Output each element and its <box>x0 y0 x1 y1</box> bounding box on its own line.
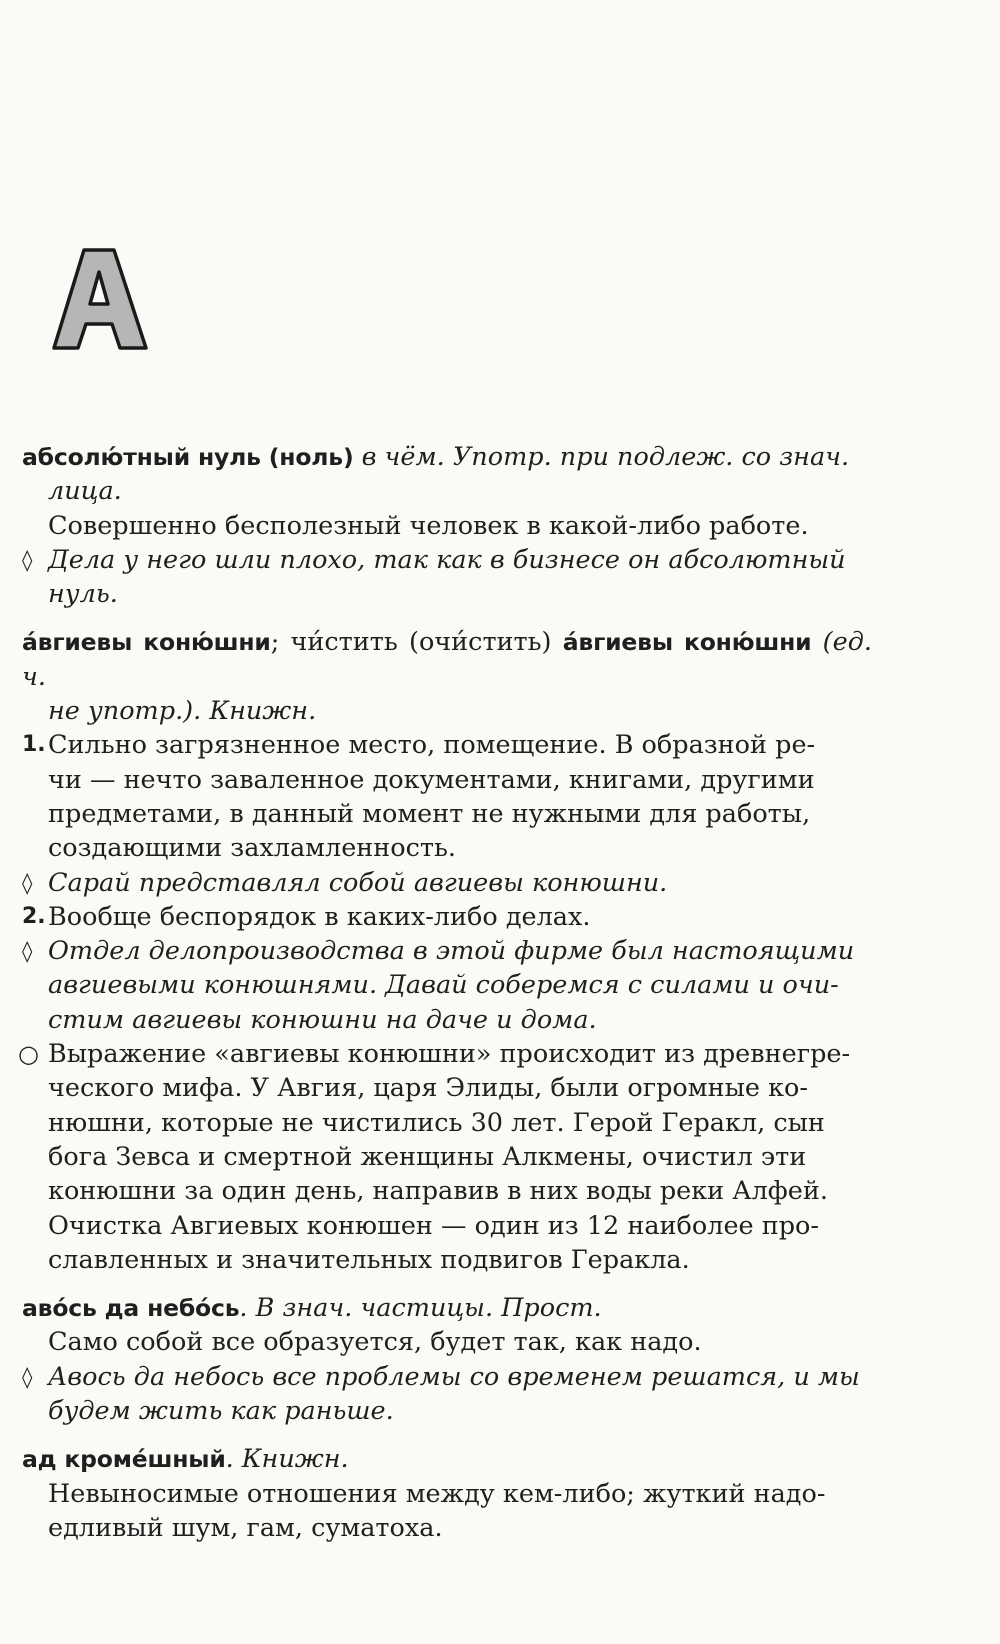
example-text: Авось да небось все проблемы со временем решатся, и мы <box>48 1361 860 1392</box>
example-cont: нуль. <box>48 579 118 610</box>
definition-cont: едливый шум, гам, суматоха. <box>48 1512 443 1543</box>
entry-headline <box>22 1291 872 1325</box>
headword: абсолю́тный нуль (ноль) <box>22 443 354 471</box>
note-cont: славленных и значительных подвигов Геракла. <box>48 1244 690 1275</box>
grammar-note-cont: лица. <box>48 476 122 507</box>
example-text: Дела у него шли плохо, так как в бизнесе он абсолютный <box>48 544 846 575</box>
definition: Вообще беспорядок в каких-либо делах. <box>48 901 591 932</box>
definition: Сильно загрязненное место, помещение. В образной ре- <box>48 730 816 761</box>
example-marker-icon: ◊ <box>22 1364 33 1389</box>
example <box>22 543 872 577</box>
grammar-note: . Книжн. <box>225 1444 349 1475</box>
example <box>22 934 872 968</box>
example-text: Сарай представлял собой авгиевы конюшни. <box>48 867 668 898</box>
grammar-note: в чём. Употр. при подлеж. со знач. <box>361 442 850 472</box>
example <box>22 1360 872 1394</box>
definition-cont: предметами, в данный момент не нужными для работы, <box>48 798 811 829</box>
headword: а́вгиевы коню́шни <box>22 628 271 657</box>
definition-cont: создающими захламленность. <box>48 833 457 864</box>
example-text: Отдел делопроизводства в этой фирме был настоящими <box>48 936 855 967</box>
example-marker-icon: ◊ <box>22 547 33 572</box>
definition-cont: чи — нечто заваленное документами, книгами, другими <box>48 764 815 795</box>
note-cont: ческого мифа. У Авгия, царя Элиды, были огромные ко- <box>48 1073 808 1104</box>
grammar-note: . В знач. частицы. Прост. <box>239 1293 602 1324</box>
sense-2 <box>22 900 872 934</box>
entry-augean-stables <box>18 625 872 1277</box>
grammar-note-cont: не употр.). Книжн. <box>48 696 317 727</box>
separator: ; <box>270 627 280 658</box>
headword-verb: чи́стить (очи́стить) <box>290 627 552 658</box>
headword: аво́сь да небо́сь <box>22 1294 240 1323</box>
sense-1 <box>22 728 872 762</box>
note-text: Выражение «авгиевы конюшни» происходит из древнегре- <box>48 1039 851 1070</box>
entry-list <box>18 440 872 1559</box>
sense-number: 2. <box>22 903 46 929</box>
entry-headline <box>22 625 872 694</box>
grammar-note: (ед. ч. <box>22 627 872 692</box>
headword-variant: а́вгиевы коню́шни <box>562 628 812 657</box>
note-cont: Очистка Авгиевых конюшен — один из 12 наиболее про- <box>48 1210 820 1241</box>
example-cont: стим авгиевы конюшни на даче и дома. <box>48 1004 597 1035</box>
etymology-note <box>18 1037 872 1071</box>
entry-headline <box>22 440 872 474</box>
note-cont: бога Зевса и смертной женщины Алкмены, очистил эти <box>48 1141 807 1172</box>
example-marker-icon: ◊ <box>22 870 33 895</box>
example <box>22 866 872 900</box>
note-cont: конюшни за один день, направив в них воды реки Алфей. <box>48 1176 828 1207</box>
example-cont: авгиевыми конюшнями. Давай соберемся с силами и очи- <box>48 970 839 1001</box>
example-cont: будем жить как раньше. <box>48 1396 394 1427</box>
section-letter-a-icon <box>52 248 148 350</box>
sense-number: 1. <box>22 732 46 758</box>
section-letter-logo <box>52 248 148 350</box>
headword: ад кроме́шный <box>22 1445 226 1474</box>
entry-avos-da-nebos <box>22 1291 872 1428</box>
entry-absolute-zero <box>22 440 872 611</box>
entry-pitch-dark-hell <box>22 1442 872 1545</box>
definition: Невыносимые отношения между кем-либо; жуткий надо- <box>48 1478 826 1509</box>
example-marker-icon: ◊ <box>22 939 33 964</box>
definition: Само собой все образуется, будет так, как надо. <box>48 1327 702 1358</box>
definition: Совершенно бесполезный человек в какой-либо работе. <box>48 510 809 541</box>
entry-headline <box>22 1442 872 1476</box>
note-cont: нюшни, которые не чистились 30 лет. Герой Геракл, сын <box>48 1107 825 1138</box>
note-marker-icon: ○ <box>18 1040 39 1069</box>
